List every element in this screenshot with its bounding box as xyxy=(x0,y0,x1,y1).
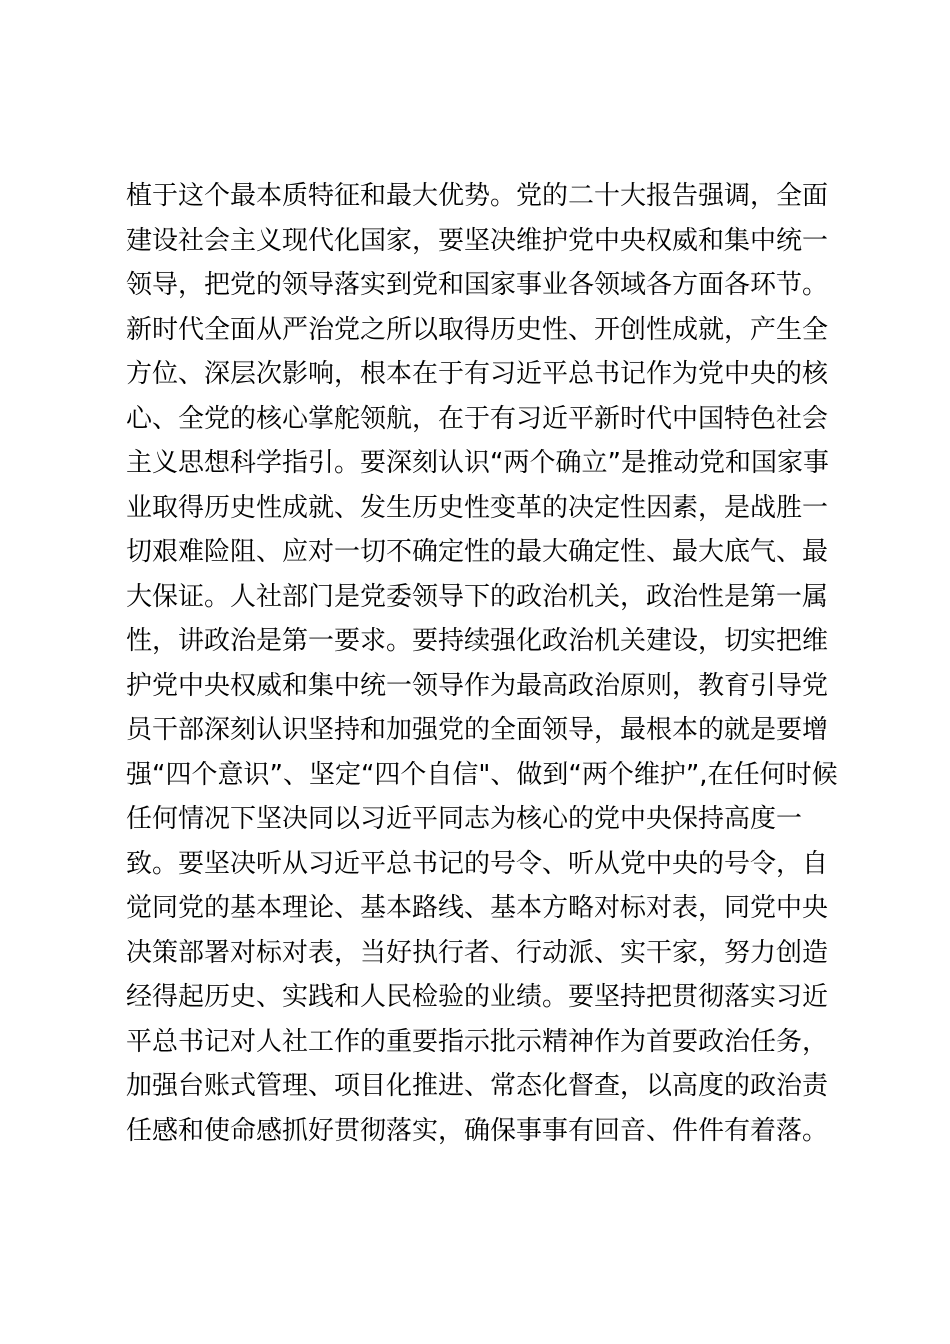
text-line: 切艰难险阻、应对一切不确定性的最大确定性、最大底气、最 xyxy=(126,537,829,567)
text-line: 任何情况下坚决同以习近平同志为核心的党中央保持高度一 xyxy=(126,804,803,834)
text-line: 员干部深刻认识坚持和加强党的全面领导，最根本的就是要增 xyxy=(126,715,829,745)
text-line: 新时代全面从严治党之所以取得历史性、开创性成就，产生全 xyxy=(126,314,829,345)
text-line: 大保证。人社部门是党委领导下的政治机关，政治性是第一属 xyxy=(126,581,829,612)
text-line: 致。要坚决听从习近平总书记的号令、听从党中央的号令，自 xyxy=(126,848,829,879)
text-line: 性，讲政治是第一要求。要持续强化政治机关建设，切实把维 xyxy=(126,626,829,656)
text-line: 任感和使命感抓好贯彻落实，确保事事有回音、件件有着落。 xyxy=(126,1115,829,1146)
text-line: 方位、深层次影响，根本在于有习近平总书记作为党中央的核 xyxy=(126,359,829,389)
text-line: 加强台账式管理、项目化推进、常态化督查，以高度的政治责 xyxy=(126,1071,829,1101)
text-line: 护党中央权威和集中统一领导作为最高政治原则，教育引导党 xyxy=(126,670,829,701)
text-line: 心、全党的核心掌舵领航，在于有习近平新时代中国特色社会 xyxy=(126,403,829,434)
text-line: 决策部署对标对表，当好执行者、行动派、实干家，努力创造 xyxy=(126,937,829,968)
text-line: 领导，把党的领导落实到党和国家事业各领域各方面各环节。 xyxy=(126,270,829,300)
text-line: 平总书记对人社工作的重要指示批示精神作为首要政治任务， xyxy=(126,1026,829,1057)
text-line: 业取得历史性成就、发生历史性变革的决定性因素，是战胜一 xyxy=(126,492,829,523)
text-line: 强“四个意识”、坚定“四个自信"、做到“两个维护”,在任何时候 xyxy=(126,759,838,790)
text-line: 植于这个最本质特征和最大优势。党的二十大报告强调，全面 xyxy=(126,181,829,211)
body-paragraph xyxy=(126,174,836,1153)
text-line: 建设社会主义现代化国家，要坚决维护党中央权威和集中统一 xyxy=(126,225,829,256)
text-line: 主义思想科学指引。要深刻认识“两个确立”是推动党和国家事 xyxy=(126,448,829,478)
text-line: 经得起历史、实践和人民检验的业绩。要坚持把贯彻落实习近 xyxy=(126,982,829,1012)
text-line: 觉同党的基本理论、基本路线、基本方略对标对表，同党中央 xyxy=(126,893,829,923)
